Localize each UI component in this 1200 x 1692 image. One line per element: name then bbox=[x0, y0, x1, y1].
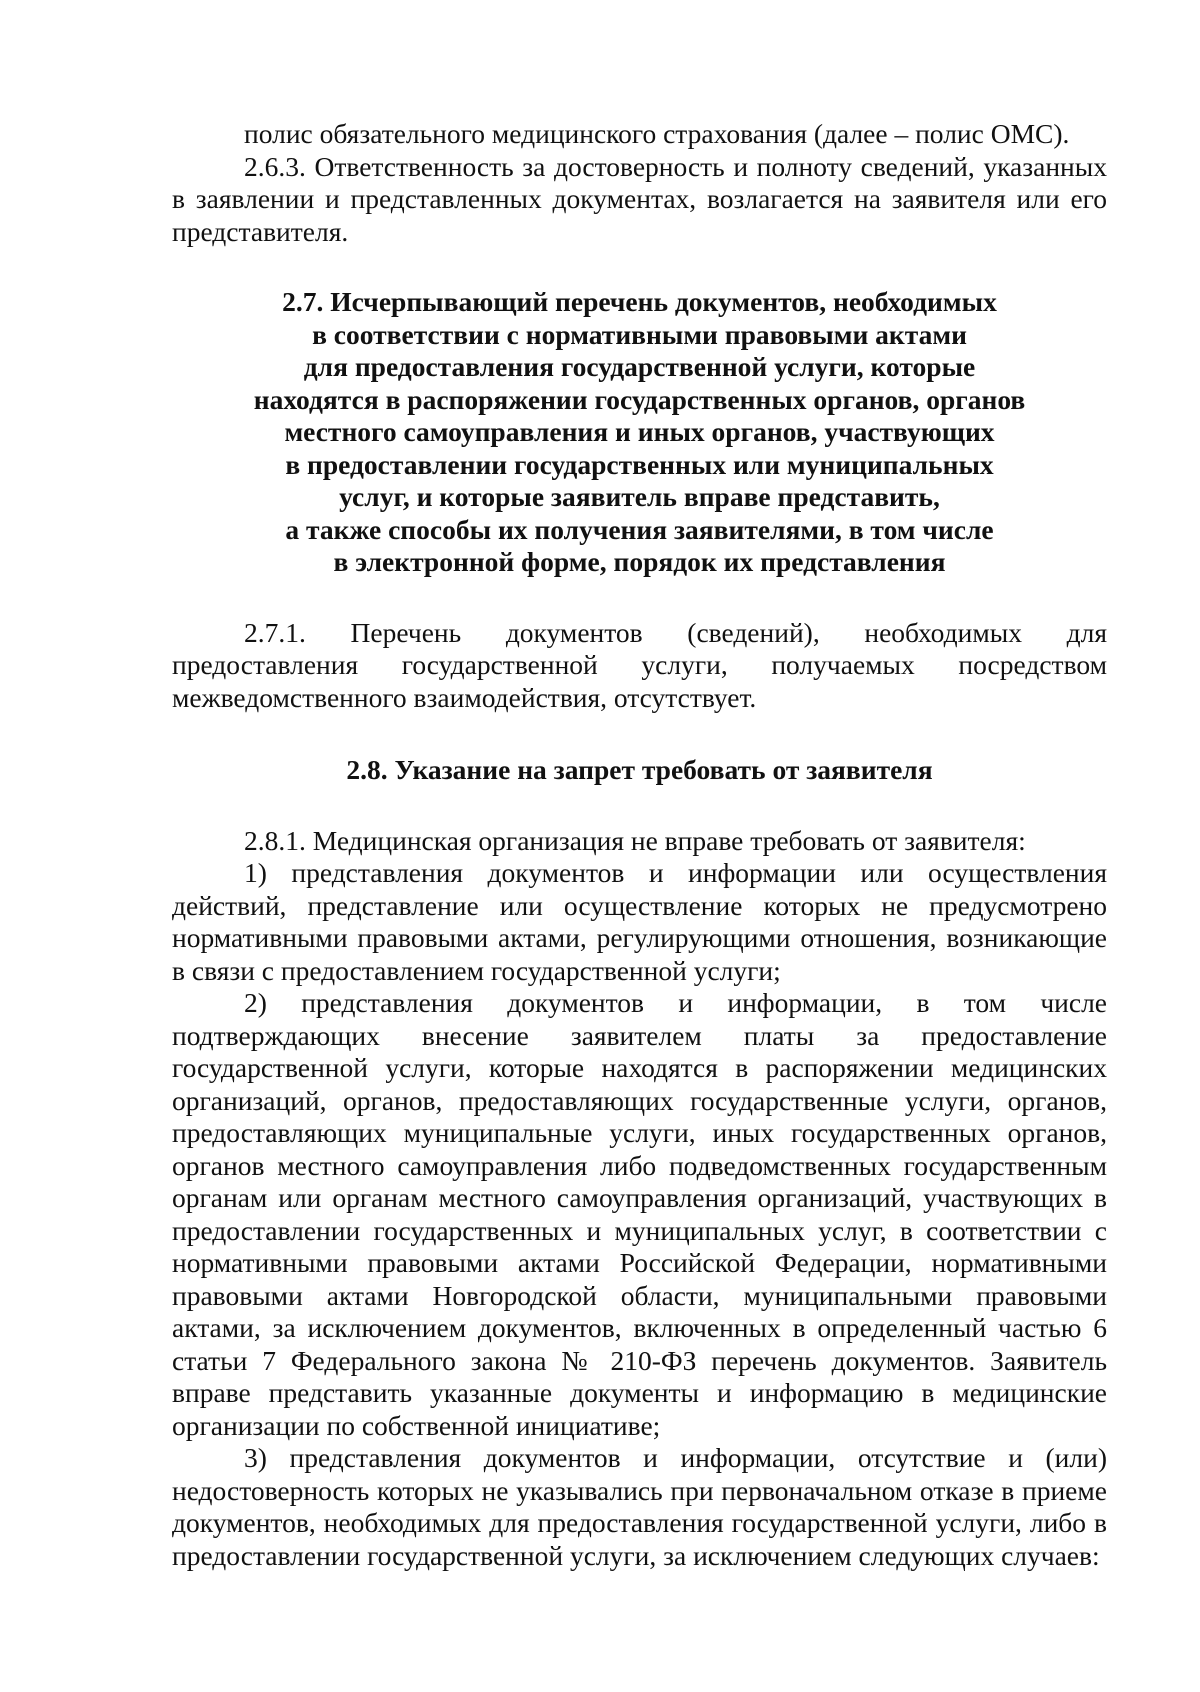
section-heading-2-8: 2.8. Указание на запрет требовать от заявителя bbox=[346, 754, 933, 785]
heading-line: находятся в распоряжении государственных органов, органов bbox=[253, 383, 1026, 415]
section-heading-2-7 bbox=[172, 286, 1107, 579]
heading-line: в электронной форме, порядок их представления bbox=[333, 546, 946, 577]
heading-line: для предоставления государственной услуги, которые bbox=[303, 351, 976, 382]
intro-line: полис обязательного медицинского страхования (далее – полис ОМС). bbox=[244, 118, 1070, 149]
heading-line: а также способы их получения заявителями, в том числе bbox=[285, 513, 994, 545]
heading-line: услуг, и которые заявитель вправе представить, bbox=[339, 481, 940, 512]
heading-line: местного самоуправления и иных органов, участвующих bbox=[284, 416, 995, 447]
list-item-2: 2) представления документов и информации, в том числе подтверждающих внесение заявителем платы за предоставление государственной услуги, которые находятся в распоряжении медицинских организаций, органов, предоставляющих государственные услуги, органов, предоставляющих муниципальные услуги, иных государственных органов, органов местного самоуправления либо подведомственных государственным органам или органам местного самоуправления организаций, участвующих в предоставлении государственных и муниципальных услуг, в соответствии с нормативными правовыми актами Российской Федерации, нормативными правовыми актами Новгородской области, муниципальными правовыми актами, за исключением документов, включенных в определенный частью 6 статьи 7 Федерального закона № 210-ФЗ перечень документов. Заявитель вправе представить указанные документы и информацию в медицинские организации по собственной инициативе; bbox=[172, 987, 1107, 1441]
heading-line: 2.7. Исчерпывающий перечень документов, необходимых bbox=[282, 286, 997, 317]
heading-line: в соответствии с нормативными правовыми актами bbox=[312, 318, 967, 350]
heading-line: в предоставлении государственных или муниципальных bbox=[285, 448, 994, 480]
list-item-3: 3) представления документов и информации, отсутствие и (или) недостоверность которых не указывались при первоначальном отказе в приеме документов, необходимых для предоставления государственной услуги, либо в предоставлении государственной услуги, за исключением следующих случаев: bbox=[172, 1442, 1107, 1571]
document-page bbox=[172, 118, 1107, 1572]
list-item-1: 1) представления документов и информации или осуществления действий, представление или осуществление которых не предусмотрено нормативными правовыми актами, регулирующими отношения, возникающие в связи с предоставлением государственной услуги; bbox=[172, 857, 1107, 986]
paragraph-2-8-1: 2.8.1. Медицинская организация не вправе требовать от заявителя: bbox=[244, 824, 1026, 856]
paragraph-2-7-1: 2.7.1. Перечень документов (сведений), необходимых для предоставления государственной услуги, получаемых посредством межведомственного взаимодействия, отсутствует. bbox=[172, 616, 1107, 713]
paragraph-2-6-3: 2.6.3. Ответственность за достоверность и полноту сведений, указанных в заявлении и представленных документах, возлагается на заявителя или его представителя. bbox=[172, 150, 1107, 247]
